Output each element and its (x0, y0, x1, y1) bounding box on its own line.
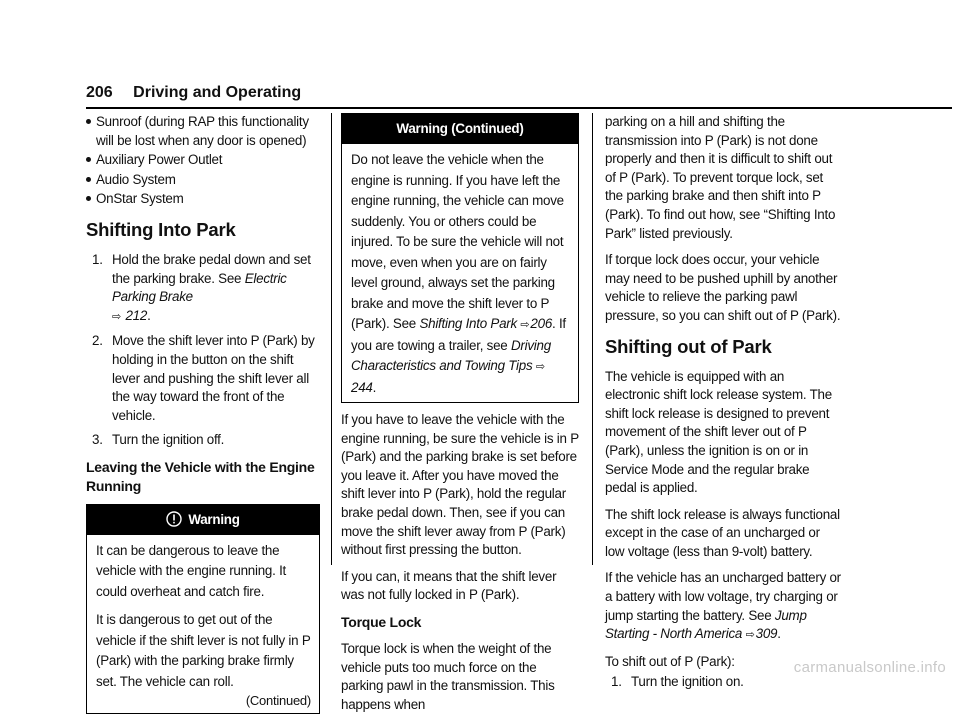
section-title: Driving and Operating (133, 84, 302, 101)
continued-label: (Continued) (245, 693, 311, 709)
warning-body: Do not leave the vehicle when the engine is running. If you have left the engine running, the vehicle can move suddenly. You or others could be injured. To be sure the vehicle will not move, even when you are on fairly level ground, always set the parking brake and move the shift lever to P (Park). See Shifting Into Park ⇨206. If you are towing a trailer, see Driving Characteristics and Towing Tips ⇨244. (351, 152, 566, 395)
column-2 (341, 113, 579, 722)
paragraph: If you can, it means that the shift lever was not fully locked in P (Park). (341, 568, 557, 603)
paragraph: parking on a hill and shifting the transmission into P (Park) is not done properly and then it is difficult to shift out of P (Park). To prevent torque lock, set the parking brake and then shift into P (Park). To find out how, see “Shifting Into Park” listed previously. (605, 114, 836, 241)
list-item: Sunroof (during RAP this functionality will be lost when any door is opened) (86, 113, 320, 150)
steps-list (86, 251, 320, 450)
bullet-icon (86, 177, 91, 182)
xref-link[interactable]: Electric Parking Brake (112, 270, 287, 305)
column-1 (86, 113, 320, 714)
step-item: 3. Turn the ignition off. (92, 432, 225, 448)
bullet-icon (86, 119, 91, 124)
page-ref-icon: ⇨ (745, 629, 755, 642)
header-rule (86, 107, 952, 109)
list-item: Auxiliary Power Outlet (86, 151, 320, 170)
page-ref[interactable]: 309 (755, 626, 778, 642)
page-ref[interactable]: 206 (530, 316, 553, 331)
xref-link[interactable]: Jump Starting - North America (605, 607, 807, 642)
page-ref-icon: ⇨ (535, 361, 545, 373)
xref-link[interactable]: Shifting Into Park (419, 316, 517, 331)
heading-torque-lock: Torque Lock (341, 613, 422, 630)
watermark: carmanualsonline.info (793, 659, 946, 676)
step-item: 1. Turn the ignition on. (611, 674, 744, 690)
page-ref-icon: ⇨ (112, 310, 121, 323)
bullet-icon (86, 196, 91, 201)
page-header (86, 84, 301, 102)
paragraph: If torque lock does occur, your vehicle may need to be pushed uphill by another vehicle to relieve the parking pawl pressure, so you can shift out of P (Park). (605, 252, 841, 323)
warning-header: Warning (87, 505, 319, 535)
paragraph: If you have to leave the vehicle with the engine running, be sure the vehicle is in P (Park) and the parking brake is set before you leave it. After you have moved the shift lever into P (Park), hold the regular brake pedal down. Then, see if you can move the shift lever away from P (Park) without first pressing the button. (341, 412, 579, 558)
bullet-icon (86, 157, 91, 162)
paragraph: The vehicle is equipped with an electronic shift lock release system. The shift lock release is designed to prevent movement of the shift lever out of P (Park), unless the ignition is on or in Service Mode and the regular brake pedal is applied. (605, 368, 832, 496)
warning-box-continued (341, 113, 579, 403)
warning-box (86, 504, 320, 715)
column-divider (331, 113, 332, 565)
list-item: Audio System (86, 171, 320, 190)
paragraph: To shift out of P (Park): (605, 653, 735, 669)
page-ref-icon: ⇨ (520, 319, 530, 331)
paragraph: The shift lock release is always functional except in the case of an uncharged or low voltage (less than 9-volt) battery. (605, 506, 840, 559)
feature-list (86, 113, 320, 209)
heading-shifting-out-of-park: Shifting out of Park (605, 335, 772, 357)
warning-header: Warning (Continued) (342, 114, 578, 144)
list-item: OnStar System (86, 190, 320, 209)
column-divider (592, 113, 593, 565)
xref-link[interactable]: Driving Characteristics and Towing Tips (351, 337, 551, 373)
paragraph: Torque lock is when the weight of the vehicle puts too much force on the parking pawl in the transmission. This happens when (341, 640, 555, 712)
page-number: 206 (86, 84, 113, 101)
heading-leaving-vehicle: Leaving the Vehicle with the Engine Running (86, 458, 315, 494)
steps-list (605, 673, 841, 692)
step-item: 1. Hold the brake pedal down and set the parking brake. See Electric Parking Brake ⇨ 212. (86, 251, 320, 326)
column-3 (605, 113, 841, 698)
paragraph: If the vehicle has an uncharged battery or a battery with low voltage, try charging or jump starting the battery. See Jump Starting - North America ⇨309. (605, 569, 841, 644)
warning-icon (166, 511, 182, 527)
warning-body: It can be dangerous to leave the vehicle with the engine running. It could overheat and catch fire. It is dangerous to get out of the vehicle if the shift lever is not fully in P (Park) with the parking brake firmly set. The vehicle can roll. (Continued) (96, 542, 311, 709)
page-ref[interactable]: 244 (351, 379, 373, 395)
page-ref[interactable]: 212 (125, 307, 148, 323)
step-item: 2. Move the shift lever into P (Park) by holding in the button on the shift lever and pushing the shift lever all the way toward the front of the vehicle. (92, 333, 315, 423)
heading-shifting-into-park: Shifting Into Park (86, 218, 236, 240)
